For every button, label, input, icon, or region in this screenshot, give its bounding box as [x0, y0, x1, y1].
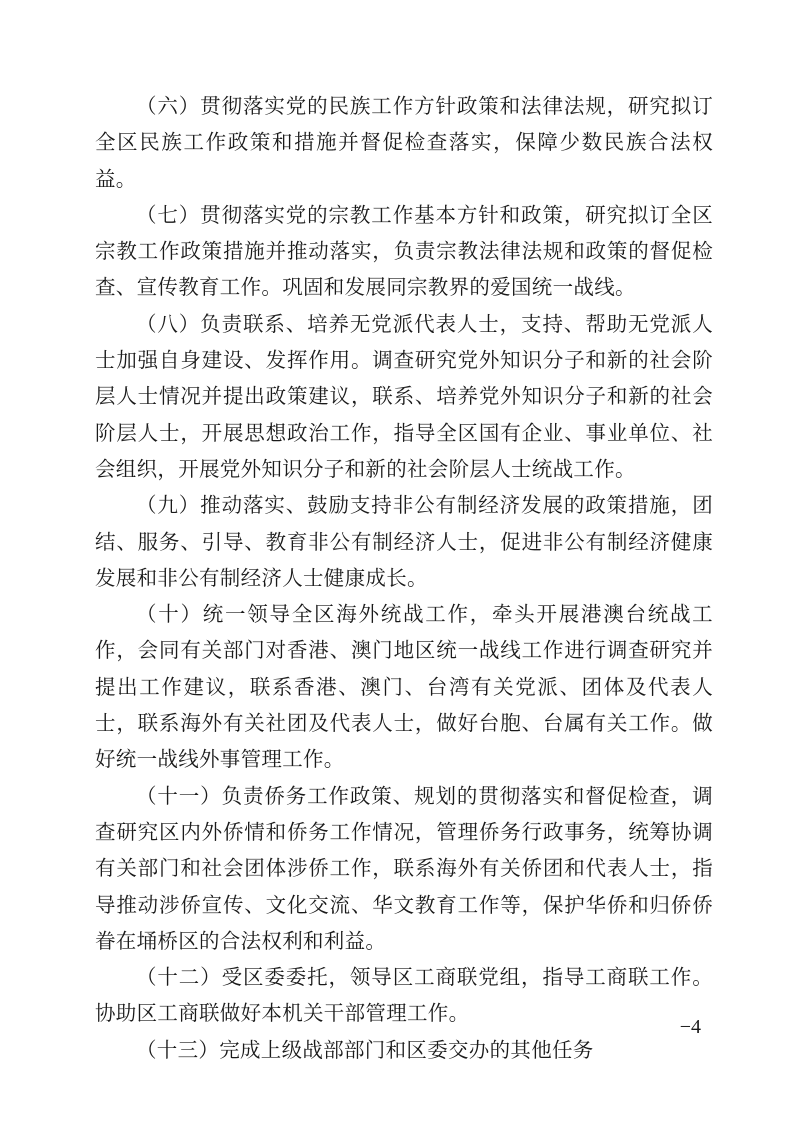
- paragraph-12: （十二）受区委委托，领导区工商联党组，指导工商联工作。协助区工商联做好本机关干部管理工作。: [95, 965, 713, 1026]
- paragraph-10: （十）统一领导全区海外统战工作，牵头开展港澳台统战工作，会同有关部门对香港、澳门地区统一战线工作进行调查研究并提出工作建议，联系香港、澳门、台湾有关党派、团体及代表人士，联系海外有关社团及代表人士，做好台胞、台属有关工作。做好统一战线外事管理工作。: [95, 602, 713, 772]
- paragraph-11: （十一）负责侨务工作政策、规划的贯彻落实和督促检查，调查研究区内外侨情和侨务工作情况，管理侨务行政事务，统筹协调有关部门和社会团体涉侨工作，联系海外有关侨团和代表人士，指导推动涉侨宣传、文化交流、华文教育工作等，保护华侨和归侨侨眷在埇桥区的合法权利和利益。: [95, 783, 713, 953]
- paragraph-13: （十三）完成上级战部部门和区委交办的其他任务: [136, 1037, 594, 1062]
- paragraph-8: （八）负责联系、培养无党派代表人士，支持、帮助无党派人士加强自身建设、发挥作用。调查研究党外知识分子和新的社会阶层人士情况并提出政策建议，联系、培养党外知识分子和新的社会阶层人士，开展思想政治工作，指导全区国有企业、事业单位、社会组织，开展党外知识分子和新的社会阶层人士统战工作。: [95, 311, 713, 481]
- page-number: −4: [679, 1016, 701, 1038]
- document-body: [95, 88, 713, 1068]
- paragraph-6: （六）贯彻落实党的民族工作方针政策和法律法规，研究拟订全区民族工作政策和措施并督促检查落实，保障少数民族合法权益。: [95, 94, 713, 191]
- paragraph-7: （七）贯彻落实党的宗教工作基本方针和政策，研究拟订全区宗教工作政策措施并推动落实，负责宗教法律法规和政策的督促检查、宣传教育工作。巩固和发展同宗教界的爱国统一战线。: [95, 202, 713, 300]
- paragraph-9: （九）推动落实、鼓励支持非公有制经济发展的政策措施，团结、服务、引导、教育非公有制经济人士，促进非公有制经济健康发展和非公有制经济人士健康成长。: [95, 493, 713, 590]
